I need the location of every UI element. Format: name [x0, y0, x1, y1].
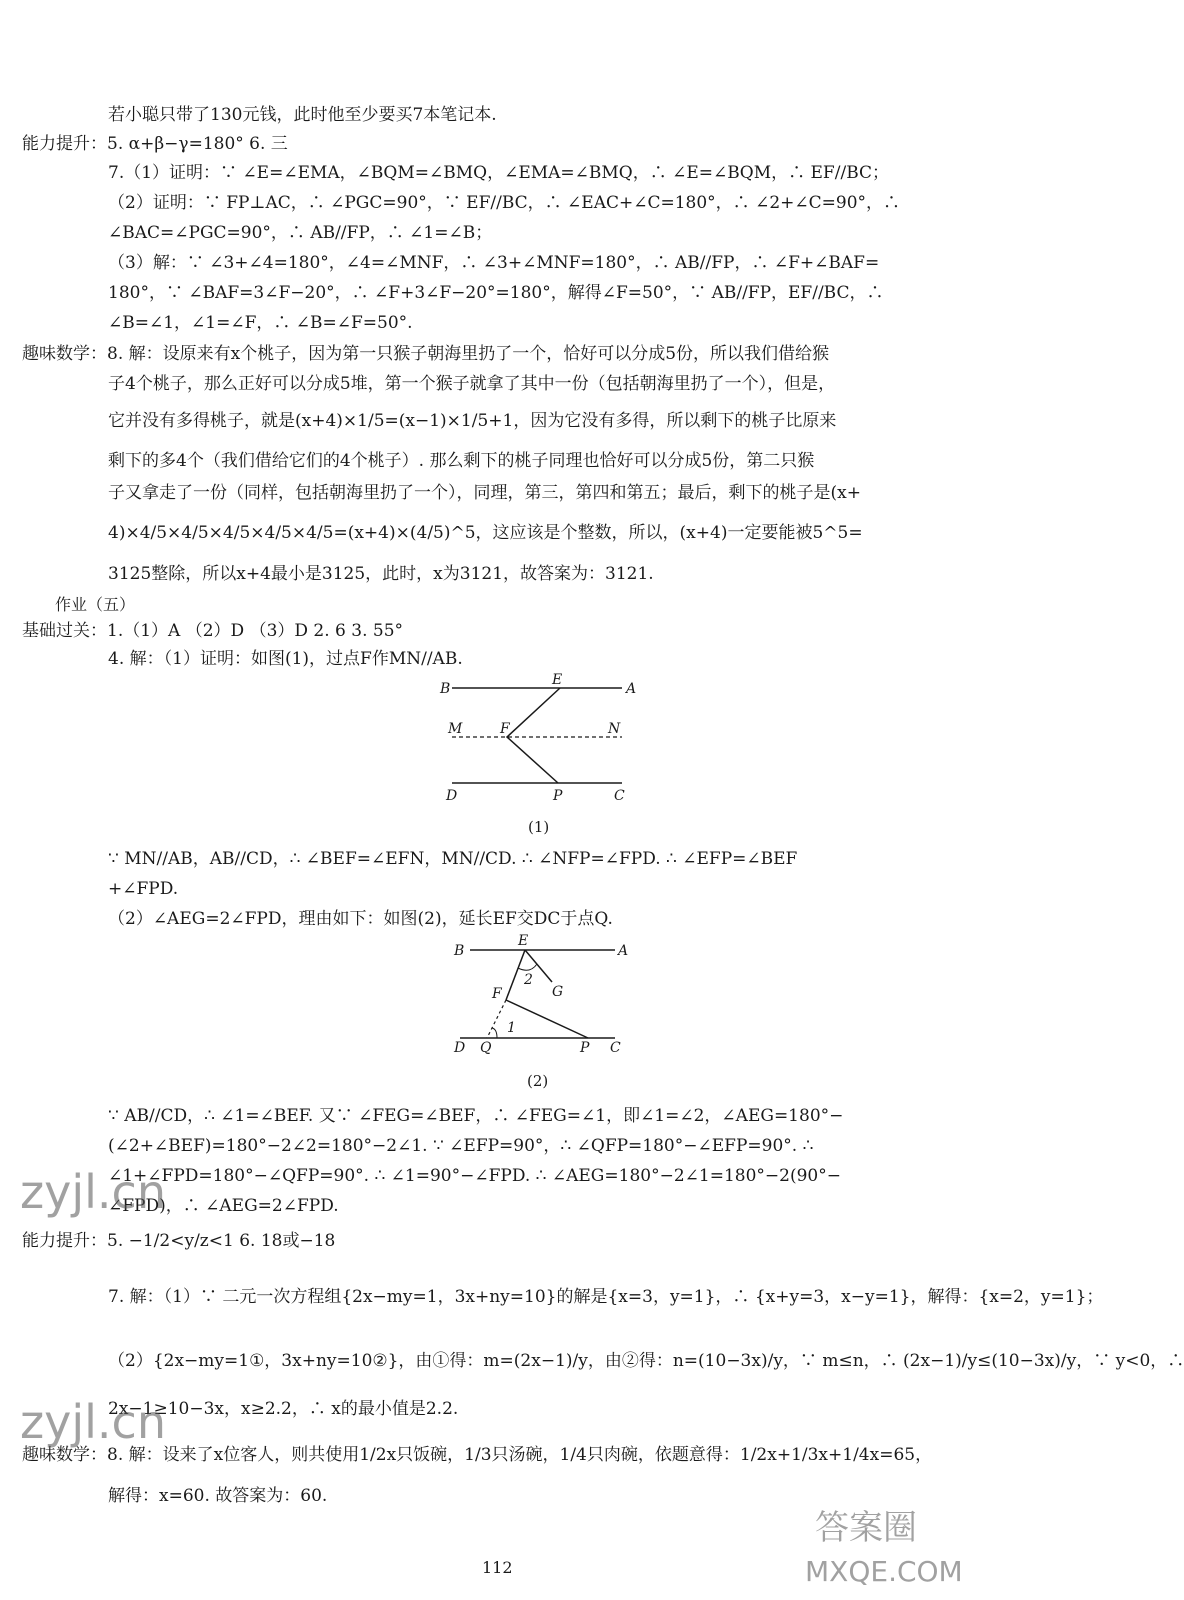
text-line-11: 它并没有多得桃子，就是(x+4)×1/5=(x−1)×1/5+1，因为它没有多得，所以剩下的桃子比原来 — [108, 411, 837, 431]
label-C2: C — [610, 1040, 621, 1056]
label-C: C — [614, 788, 625, 804]
text-line-13: 子又拿走了一份（同样，包括朝海里扔了一个），同理，第三，第四和第五；最后，剩下的桃子是(x+ — [108, 483, 861, 503]
watermark-logo-3: 答案圈 — [815, 1508, 917, 1548]
label-M: M — [448, 721, 463, 737]
text-line-26: 能力提升：5. −1/2<y/z<1 6. 18或−18 — [22, 1231, 336, 1251]
label-E: E — [552, 672, 563, 688]
label-D: D — [446, 788, 458, 804]
text-line-22: ∵ AB//CD，∴ ∠1=∠BEF. 又∵ ∠FEG=∠BEF，∴ ∠FEG=∠1，即∠1=∠2，∠AEG=180°− — [108, 1106, 844, 1126]
text-line-3: 7.（1）证明：∵ ∠E=∠EMA，∠BQM=∠BMQ，∠EMA=∠BMQ，∴ ∠E=∠BQM，∴ EF//BC； — [108, 163, 890, 183]
text-line-8: ∠B=∠1，∠1=∠F，∴ ∠B=∠F=50°. — [108, 313, 413, 333]
text-line-17: 基础过关：1.（1）A （2）D （3）D 2. 6 3. 55° — [22, 621, 404, 641]
figure-2-caption: (2) — [527, 1072, 549, 1090]
label-F2: F — [492, 986, 502, 1002]
text-line-31: 解得：x=60. 故答案为：60. — [108, 1486, 328, 1506]
section-title: 作业（五） — [55, 595, 136, 614]
watermark-logo-4: MXQE.COM — [805, 1555, 963, 1588]
text-line-10: 子4个桃子，那么正好可以分成5堆，第一个猴子就拿了其中一份（包括朝海里扔了一个），但是， — [108, 374, 836, 394]
label-Q2: Q — [480, 1040, 492, 1056]
text-line-24: ∠1+∠FPD=180°−∠QFP=90°. ∴ ∠1=90°−∠FPD. ∴ ∠AEG=180°−2∠1=180°−2(90°− — [108, 1166, 841, 1186]
label-angle-2: 2 — [524, 972, 533, 988]
text-line-5: ∠BAC=∠PGC=90°，∴ AB//FP，∴ ∠1=∠B； — [108, 223, 493, 243]
text-line-9: 趣味数学：8. 解：设原来有x个桃子，因为第一只猴子朝海里扔了一个，恰好可以分成5份，所以我们借给猴 — [22, 344, 830, 364]
page-number: 112 — [482, 1558, 513, 1577]
label-angle-1: 1 — [507, 1020, 516, 1036]
figure-1-diagram — [430, 670, 650, 810]
label-B2: B — [454, 943, 465, 959]
text-line-28: （2）{2x−my=1①，3x+ny=10②}，由①得：m=(2x−1)/y，由②得：n=(10−3x)/y，∵ m≤n，∴ (2x−1)/y≤(10−3x)/y，∵ y<0，∴ — [108, 1351, 1184, 1371]
text-line-14: 4)×4/5×4/5×4/5×4/5×4/5=(x+4)×(4/5)^5，这应该是个整数，所以，(x+4)一定要能被5^5= — [108, 523, 863, 543]
label-P: P — [553, 788, 563, 804]
label-P2: P — [580, 1040, 590, 1056]
label-B: B — [440, 681, 451, 697]
text-line-12: 剩下的多4个（我们借给它们的4个桃子）. 那么剩下的桃子同理也恰好可以分成5份，第二只猴 — [108, 451, 815, 471]
text-line-25: ∠FPD)，∴ ∠AEG=2∠FPD. — [108, 1196, 339, 1216]
text-line-23: (∠2+∠BEF)=180°−2∠2=180°−2∠1. ∵ ∠EFP=90°，∴ ∠QFP=180°−∠EFP=90°. ∴ — [108, 1136, 814, 1156]
watermark-logo-1: zyjl.cn — [20, 1165, 166, 1219]
text-line-18: 4. 解：（1）证明：如图(1)，过点F作MN//AB. — [108, 649, 463, 669]
label-N: N — [608, 721, 621, 737]
label-A: A — [626, 681, 637, 697]
text-line-6: （3）解：∵ ∠3+∠4=180°，∠4=∠MNF，∴ ∠3+∠MNF=180°，∴ AB//FP，∴ ∠F+∠BAF= — [108, 253, 880, 273]
label-A2: A — [618, 943, 629, 959]
text-line-7: 180°，∵ ∠BAF=3∠F−20°，∴ ∠F+3∠F−20°=180°，解得∠F=50°，∵ AB//FP，EF//BC，∴ — [108, 283, 884, 303]
text-line-2: 能力提升：5. α+β−γ=180° 6. 三 — [22, 134, 288, 154]
label-G2: G — [552, 984, 564, 1000]
figure-1-caption: (1) — [528, 818, 550, 836]
label-D2: D — [454, 1040, 466, 1056]
text-line-1: 若小聪只带了130元钱，此时他至少要买7本笔记本. — [108, 105, 497, 125]
watermark-logo-2: zyjl.cn — [20, 1395, 166, 1449]
text-line-20: +∠FPD. — [108, 879, 179, 899]
label-E2: E — [518, 933, 529, 949]
figure-2-diagram — [440, 932, 640, 1064]
text-line-27: 7. 解：（1）∵ 二元一次方程组{2x−my=1，3x+ny=10}的解是{x=3，y=1}，∴ {x+y=3，x−y=1}，解得：{x=2，y=1}； — [108, 1287, 1104, 1307]
text-line-19: ∵ MN//AB，AB//CD，∴ ∠BEF=∠EFN，MN//CD. ∴ ∠NFP=∠FPD. ∴ ∠EFP=∠BEF — [108, 849, 798, 869]
label-F: F — [500, 721, 510, 737]
text-line-21: （2）∠AEG=2∠FPD，理由如下：如图(2)，延长EF交DC于点Q. — [108, 909, 613, 929]
text-line-29: 2x−1≥10−3x，x≥2.2，∴ x的最小值是2.2. — [108, 1399, 459, 1419]
text-line-15: 3125整除，所以x+4最小是3125，此时，x为3121，故答案为：3121. — [108, 564, 654, 584]
text-line-4: （2）证明：∵ FP⊥AC，∴ ∠PGC=90°，∵ EF//BC，∴ ∠EAC+∠C=180°，∴ ∠2+∠C=90°，∴ — [108, 193, 901, 213]
text-line-30: 趣味数学：8. 解：设来了x位客人，则共使用1/2x只饭碗，1/3只汤碗，1/4只肉碗，依题意得：1/2x+1/3x+1/4x=65， — [22, 1445, 933, 1465]
